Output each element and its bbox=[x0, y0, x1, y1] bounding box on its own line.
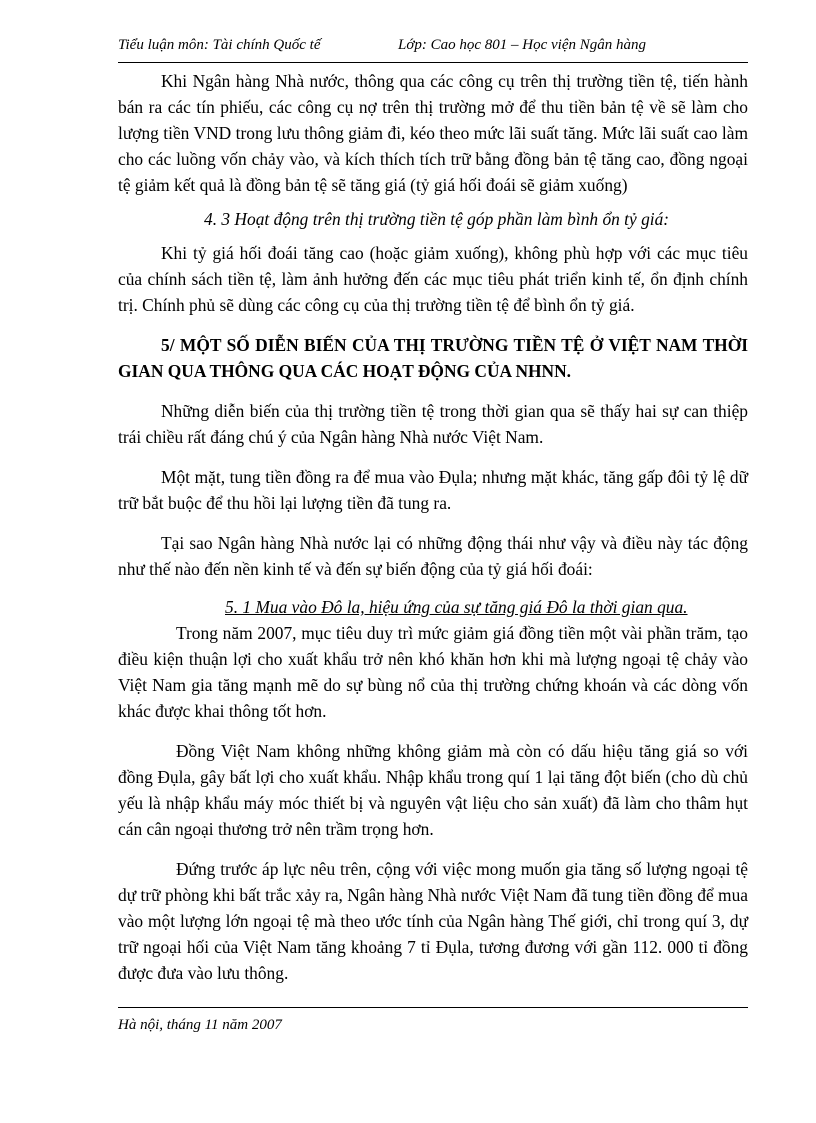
paragraph-stabilize-rate: Khi tỷ giá hối đoái tăng cao (hoặc giảm xuống), không phù hợp với các mục tiêu của chính sách tiền tệ, làm ảnh hưởng đến các mục tiêu phát triển kinh tế, ổn định chính trị. Chính phủ sẽ dùng các công cụ của thị trường tiền tệ để bình ổn tỷ giá. bbox=[118, 243, 748, 315]
paragraph-one-hand: Một mặt, tung tiền đồng ra để mua vào Đụla; nhưng mặt khác, tăng gấp đôi tỷ lệ dữ trữ bắt buộc để thu hồi lại lượng tiền đã tung ra. bbox=[118, 467, 748, 513]
header-course: Tiểu luận môn: Tài chính Quốc tế bbox=[118, 37, 321, 53]
footer-divider bbox=[118, 1007, 748, 1008]
paragraph-vnd-appreciation: Đồng Việt Nam không những không giảm mà còn có dấu hiệu tăng giá so với đồng Đụla, gây bất lợi cho xuất khẩu. Nhập khẩu trong quí 1 lại tăng đột biến (cho dù chủ yếu là nhập khẩu máy móc thiết bị và nguyên vật liệu cho sản xuất) đã làm cho thâm hụt cán cân ngoại thương trở nên trầm trọng hơn. bbox=[118, 741, 748, 839]
page-content bbox=[118, 68, 748, 986]
section-title-5: 5/ MỘT SỐ DIỄN BIẾN CỦA THỊ TRƯỜNG TIỀN TỆ Ở VIỆT NAM THỜI GIAN QUA THÔNG QUA CÁC HOẠT ĐỘNG CỦA NHNN. bbox=[118, 335, 748, 381]
paragraph-reserves: Đứng trước áp lực nêu trên, cộng với việc mong muốn gia tăng số lượng ngoại tệ dự trữ phòng khi bất trắc xảy ra, Ngân hàng Nhà nước Việt Nam đã tung tiền đồng để mua vào một lượng lớn ngoại tệ mà theo ước tính của Ngân hàng Thế giới, chỉ trong quí 3, dự trữ ngoại hối của Việt Nam tăng khoảng 7 tỉ Đụla, tương đương với gần 112. 000 tỉ đồng được đưa vào lưu thông. bbox=[118, 859, 748, 983]
paragraph-why: Tại sao Ngân hàng Nhà nước lại có những động thái như vậy và điều này tác động như thế nào đến nền kinh tế và đến sự biến động của tỷ giá hối đoái: bbox=[118, 533, 748, 579]
page-footer: Hà nội, tháng 11 năm 2007 bbox=[118, 1017, 282, 1033]
header-class: Lớp: Cao học 801 – Học viện Ngân hàng bbox=[398, 37, 646, 53]
paragraph-interventions: Những diễn biến của thị trường tiền tệ trong thời gian qua sẽ thấy hai sự can thiệp trái chiều rất đáng chú ý của Ngân hàng Nhà nước Việt Nam. bbox=[118, 401, 748, 447]
header-divider bbox=[118, 62, 748, 63]
subheading-5-1: 5. 1 Mua vào Đô la, hiệu ứng của sự tăng giá Đô la thời gian qua. bbox=[225, 597, 688, 617]
paragraph-monetary-tools: Khi Ngân hàng Nhà nước, thông qua các công cụ trên thị trường tiền tệ, tiến hành bán ra các tín phiếu, các công cụ nợ trên thị trường mở để thu tiền bản tệ về sẽ làm cho lượng tiền VND trong lưu thông giảm đi, kéo theo mức lãi suất tăng. Mức lãi suất cao làm cho các luồng vốn chảy vào, và kích thích tích trữ bằng đồng bản tệ tăng cao, đồng ngoại tệ giảm kết quả là đồng bản tệ sẽ tăng giá (tỷ giá hối đoái sẽ giảm xuống) bbox=[118, 71, 748, 195]
subheading-4-3: 4. 3 Hoạt động trên thị trường tiền tệ góp phần làm bình ổn tỷ giá: bbox=[204, 209, 670, 229]
paragraph-year-2007: Trong năm 2007, mục tiêu duy trì mức giảm giá đồng tiền một vài phần trăm, tạo điều kiện thuận lợi cho xuất khẩu trở nên khó khăn hơn khi mà lượng ngoại tệ chảy vào Việt Nam gia tăng mạnh mẽ do sự bùng nổ của thị trường chứng khoán và các dòng vốn khác được khai thông tốt hơn. bbox=[118, 623, 748, 721]
